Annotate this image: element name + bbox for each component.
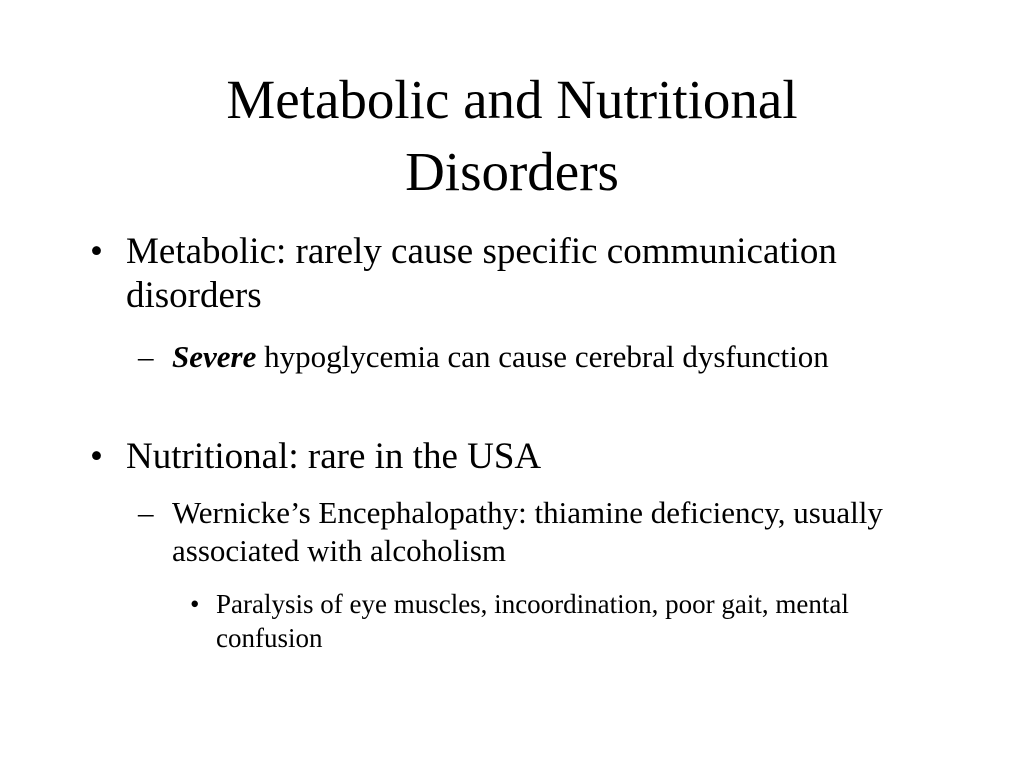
sub-sub-bullet-text: Paralysis of eye muscles, incoordination, poor gait, mental confusion (216, 589, 849, 653)
sub-bullet-rest-text: hypoglycemia can cause cerebral dysfunction (256, 339, 829, 374)
dash-marker: – (138, 495, 154, 530)
sub-bullet-text (172, 338, 928, 376)
sub-bullet-text: Wernicke’s Encephalopathy: thiamine deficiency, usually associated with alcoholism (172, 495, 883, 568)
bullet-marker: • (90, 436, 103, 477)
sub-bullet-item-wernicke (138, 494, 928, 570)
bullet-item-nutritional (90, 435, 890, 479)
bullet-marker: • (90, 231, 103, 272)
bullet-item-metabolic (90, 230, 890, 318)
bullet-text: Metabolic: rarely cause specific communication disorders (126, 231, 837, 316)
dash-marker: – (138, 339, 154, 374)
emphasis-text: Severe (172, 339, 257, 374)
sub-bullet-item-hypoglycemia (138, 338, 928, 376)
bullet-text: Nutritional: rare in the USA (126, 436, 542, 477)
slide-title-line-2: Disorders (405, 141, 619, 202)
bullet-marker: • (190, 589, 200, 619)
sub-sub-bullet-item-symptoms (190, 587, 940, 655)
slide-title-line-1: Metabolic and Nutritional (226, 69, 798, 130)
